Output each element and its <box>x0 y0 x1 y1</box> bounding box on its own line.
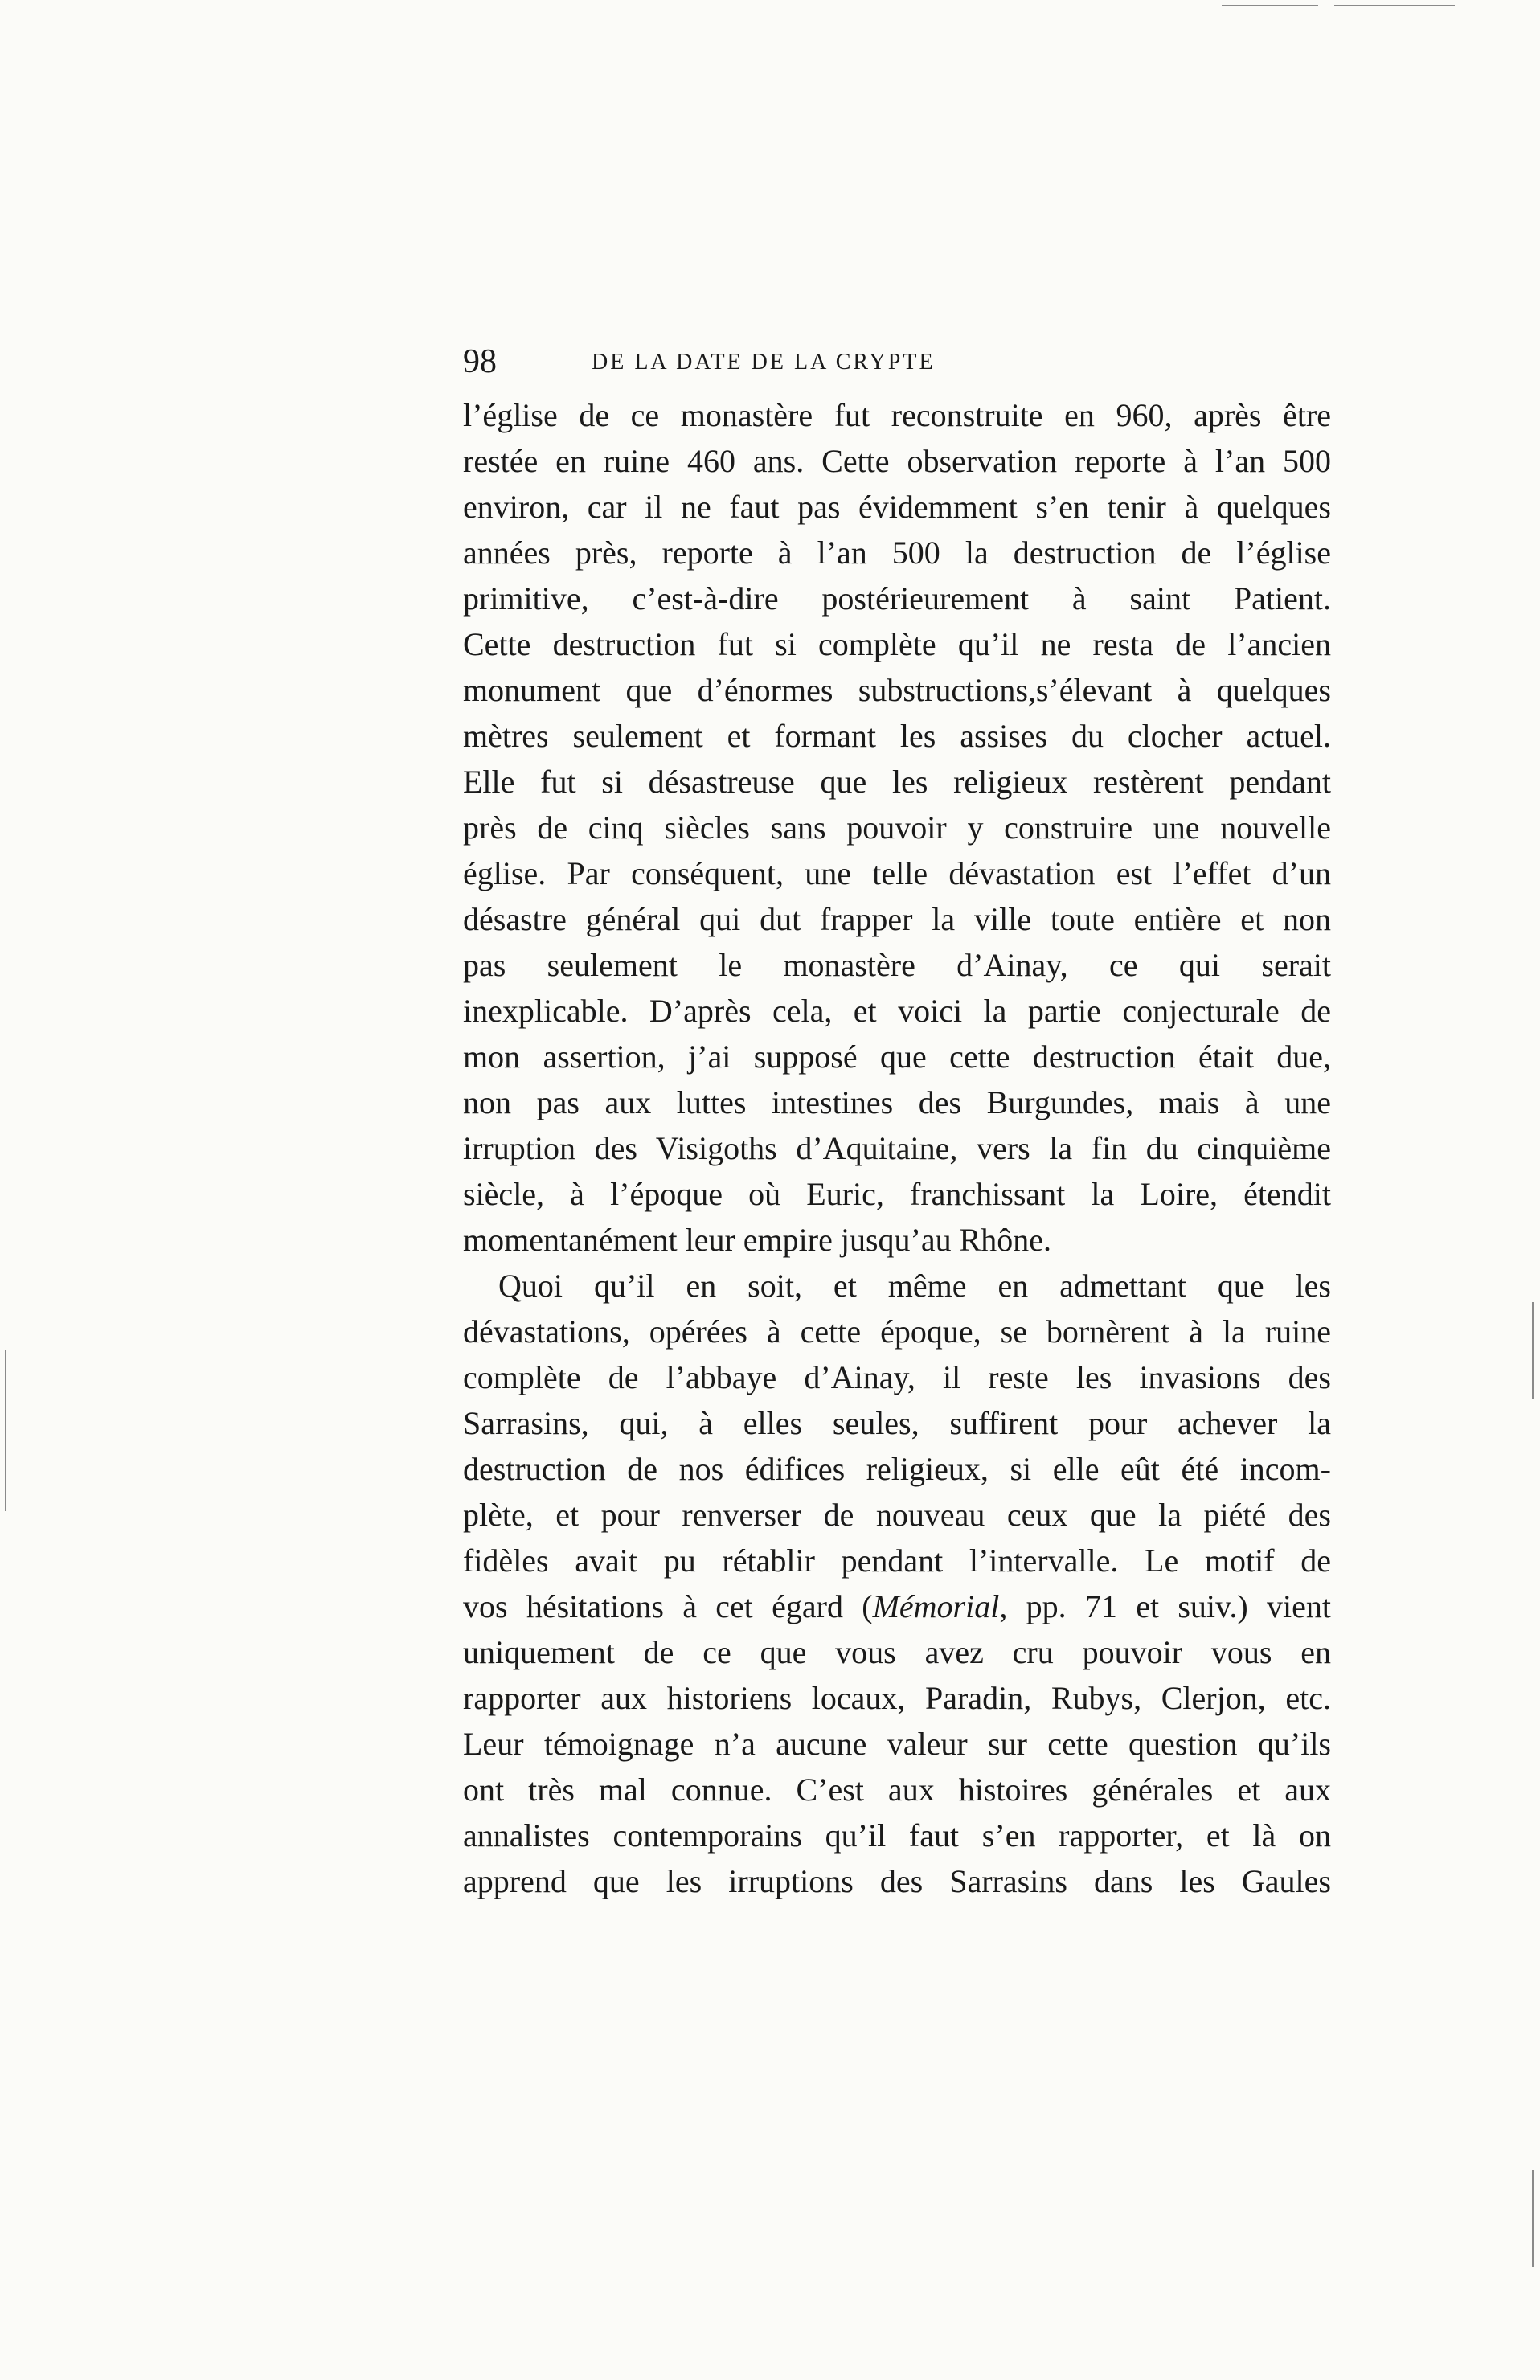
scan-mark-left-1 <box>5 1350 6 1511</box>
text-line-1: l’église de ce monastère fut reconstruite en 960, après être <box>463 397 1331 433</box>
scan-mark-right-1 <box>1532 1302 1534 1399</box>
text-line-23: Sarrasins, qui, à elles seules, suffirent pour achever la <box>463 1405 1331 1441</box>
running-head <box>463 338 1090 386</box>
text-line-9: Elle fut si désastreuse que les religieux restèrent pendant <box>463 764 1331 800</box>
running-title: DE LA DATE DE LA CRYPTE <box>592 350 936 375</box>
text-line-26: fidèles avait pu rétablir pendant l’intervalle. Le motif de <box>463 1542 1331 1579</box>
scan-mark-top-1 <box>1222 5 1318 6</box>
text-line-18: siècle, à l’époque où Euric, franchissant la Loire, étendit <box>463 1176 1331 1212</box>
text-line-5: primitive, c’est-à-dire postérieurement à saint Patient. <box>463 580 1331 617</box>
text-line-21: dévastations, opérées à cette époque, se bornèrent à la ruine <box>463 1313 1331 1350</box>
text-line-28: uniquement de ce que vous avez cru pouvoir vous en <box>463 1634 1331 1670</box>
text-line-7: monument que d’énormes substructions,s’élevant à quelques <box>463 672 1331 708</box>
line-27-after: , pp. 71 et suiv.) vient <box>999 1588 1331 1624</box>
text-line-32: annalistes contemporains qu’il faut s’en rapporter, et là on <box>463 1817 1331 1854</box>
text-line-25: plète, et pour renverser de nouveau ceux que la piété des <box>463 1497 1331 1533</box>
memorial-title: Mémorial <box>872 1588 1000 1624</box>
text-line-14: inexplicable. D’après cela, et voici la partie conjecturale de <box>463 993 1331 1029</box>
body-text <box>463 392 1331 1904</box>
scan-mark-top-2 <box>1334 5 1455 6</box>
text-line-17: irruption des Visigoths d’Aquitaine, vers la fin du cinquième <box>463 1130 1331 1166</box>
text-line-33: apprend que les irruptions des Sarrasins dans les Gaules <box>463 1863 1331 1899</box>
page-number: 98 <box>463 343 497 380</box>
text-line-15: mon assertion, j’ai supposé que cette destruction était due, <box>463 1038 1331 1075</box>
text-line-13: pas seulement le monastère d’Ainay, ce qui serait <box>463 947 1331 983</box>
text-line-20: Quoi qu’il en soit, et même en admettant que les <box>498 1268 1331 1304</box>
text-line-4: années près, reporte à l’an 500 la destruction de l’église <box>463 535 1331 571</box>
text-line-22: complète de l’abbaye d’Ainay, il reste les invasions des <box>463 1359 1331 1395</box>
text-line-31: ont très mal connue. C’est aux histoires générales et aux <box>463 1772 1331 1808</box>
text-line-30: Leur témoignage n’a aucune valeur sur cette question qu’ils <box>463 1726 1331 1762</box>
text-line-19: momentanément leur empire jusqu’au Rhône. <box>463 1222 1052 1258</box>
text-line-24: destruction de nos édifices religieux, si elle eût été incom- <box>463 1451 1331 1487</box>
text-line-6: Cette destruction fut si complète qu’il ne resta de l’ancien <box>463 626 1331 662</box>
text-line-2: restée en ruine 460 ans. Cette observation reporte à l’an 500 <box>463 443 1331 479</box>
text-line-29: rapporter aux historiens locaux, Paradin, Rubys, Clerjon, etc. <box>463 1680 1331 1716</box>
text-line-8: mètres seulement et formant les assises du clocher actuel. <box>463 718 1331 754</box>
text-line-16: non pas aux luttes intestines des Burgundes, mais à une <box>463 1084 1331 1120</box>
text-line-11: église. Par conséquent, une telle dévastation est l’effet d’un <box>463 855 1331 891</box>
text-line-3: environ, car il ne faut pas évidemment s’en tenir à quelques <box>463 489 1331 525</box>
text-line-10: près de cinq siècles sans pouvoir y construire une nouvelle <box>463 809 1331 846</box>
text-line-12: désastre général qui dut frapper la ville toute entière et non <box>463 901 1331 937</box>
line-27-before: vos hésitations à cet égard ( <box>463 1588 873 1624</box>
text-line-27 <box>463 1583 1331 1629</box>
scan-mark-right-2 <box>1532 2170 1534 2267</box>
